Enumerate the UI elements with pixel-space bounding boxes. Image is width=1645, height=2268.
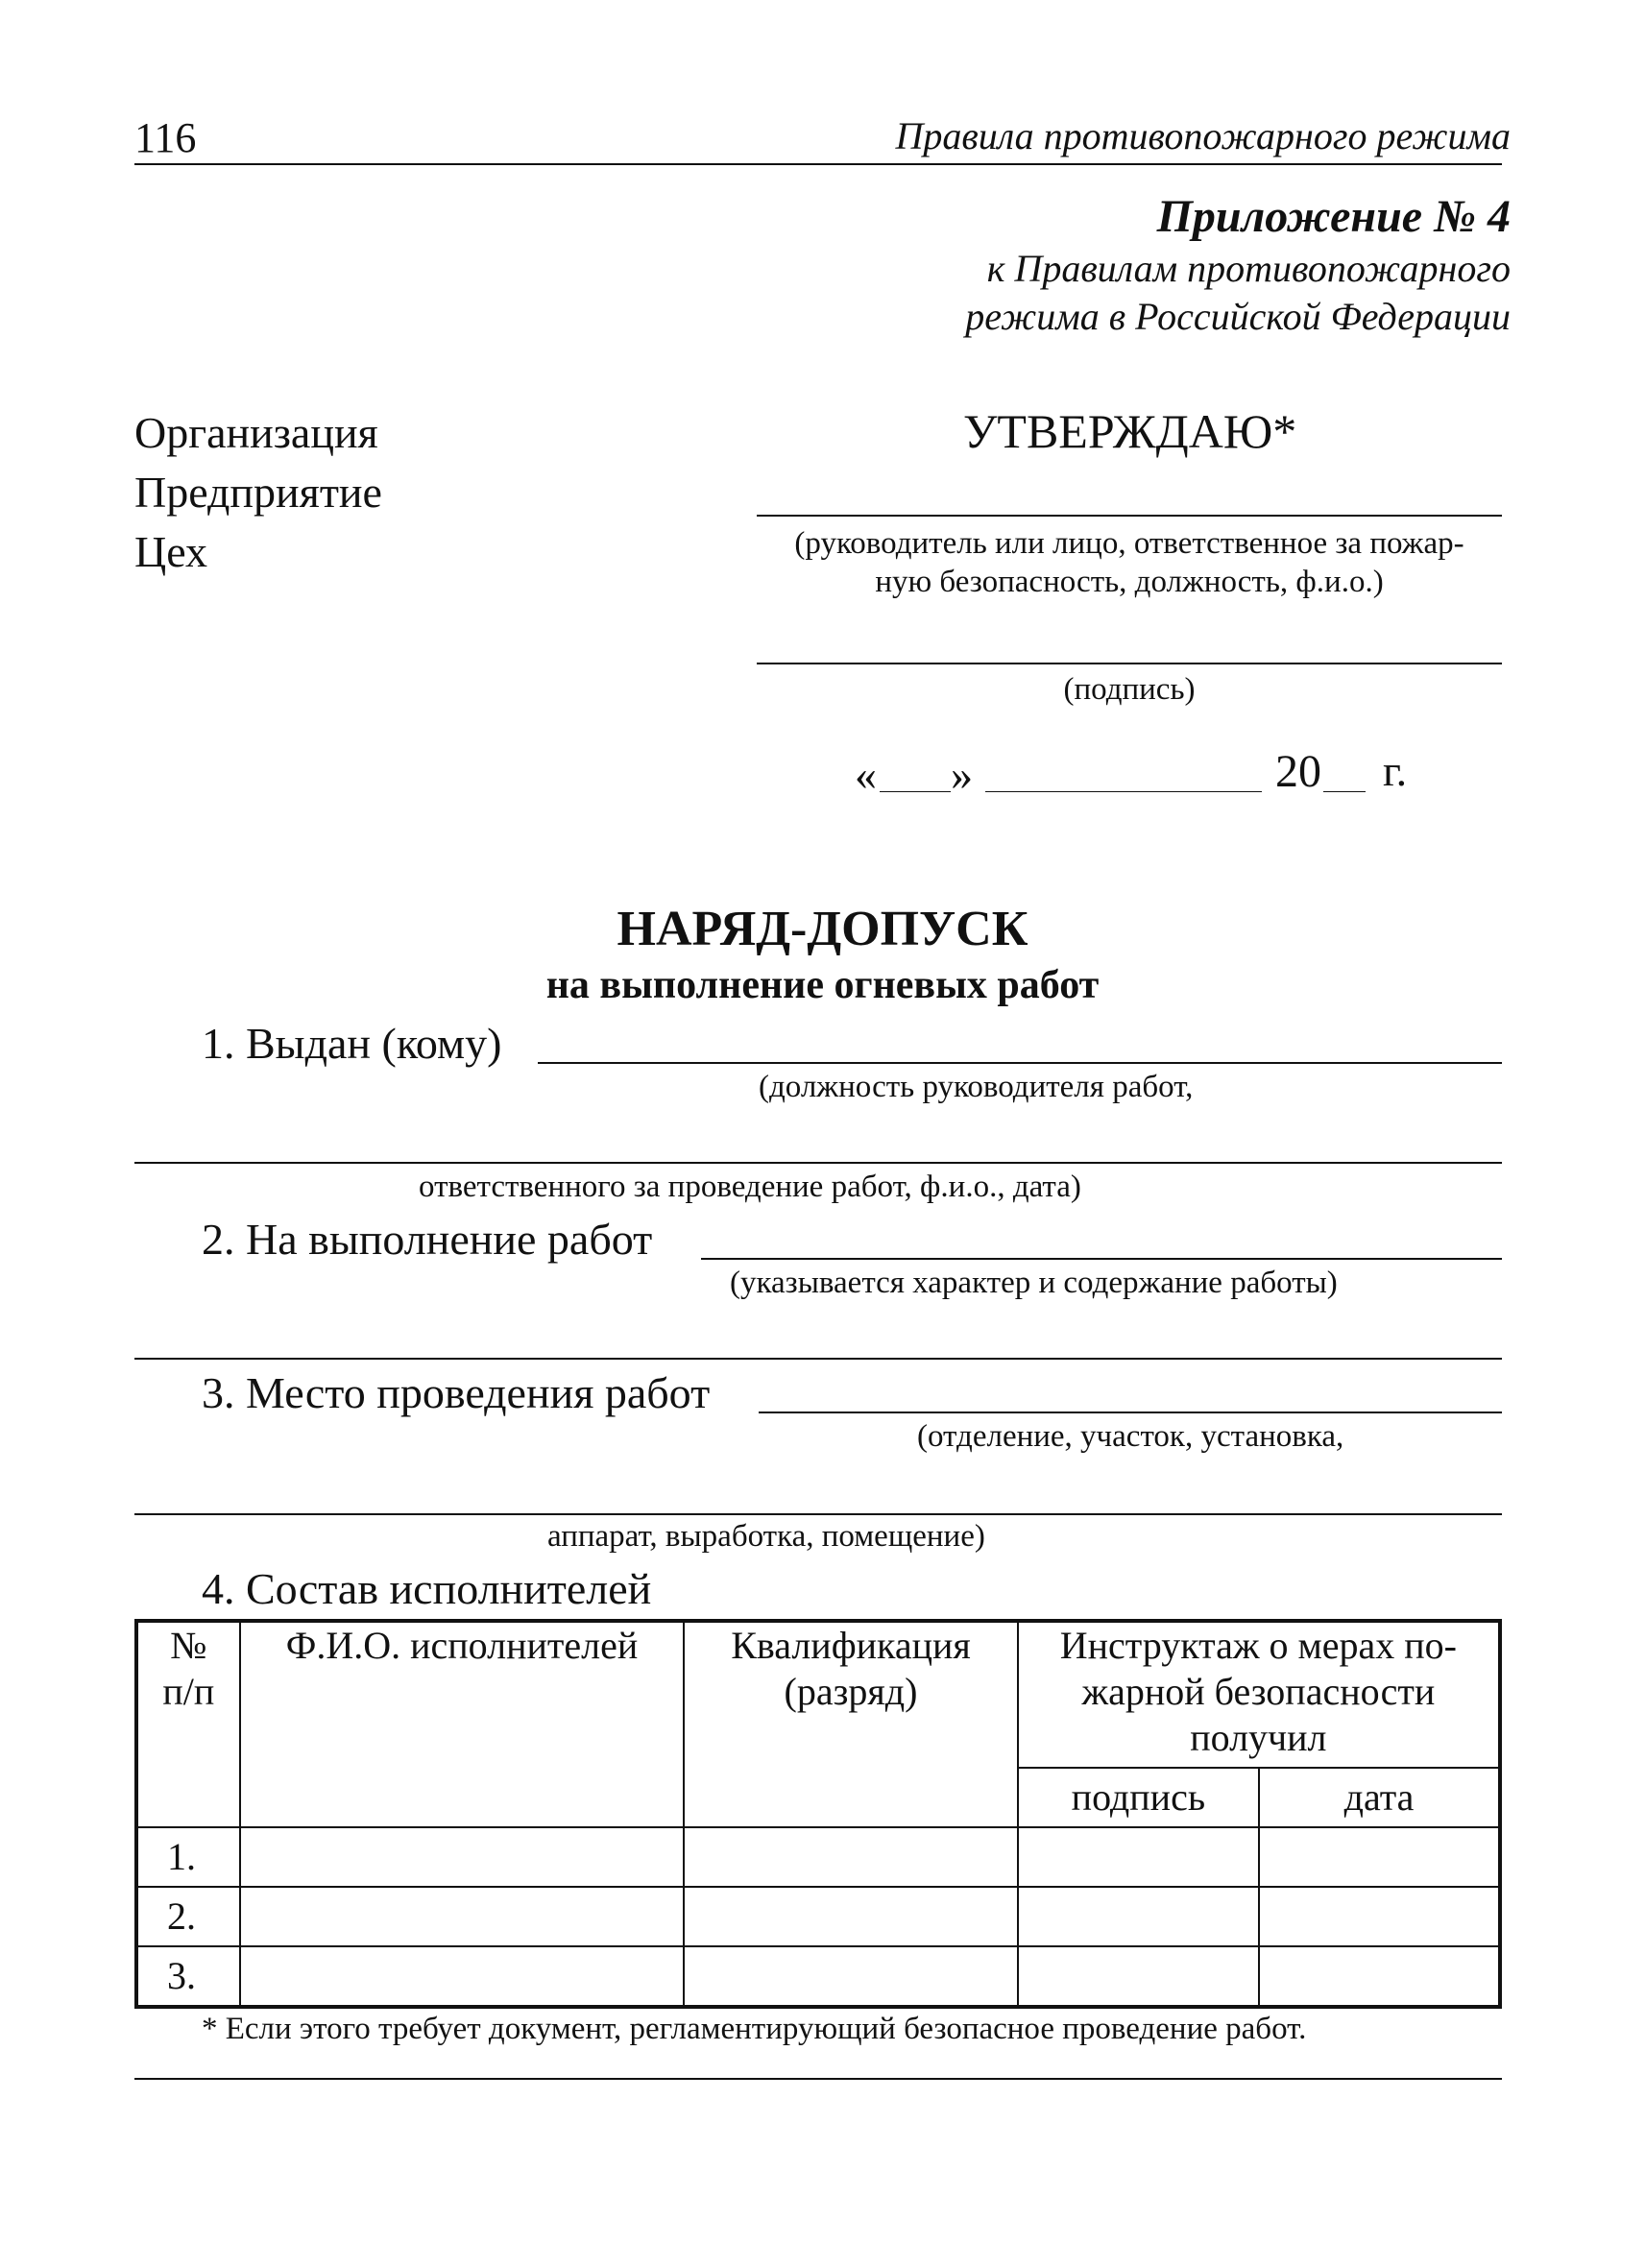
col-header-number-line1: № — [170, 1624, 207, 1667]
table-row — [136, 1946, 1500, 2007]
date-close-quote: » — [951, 750, 973, 799]
item4-label: 4. Состав исполнителей — [202, 1564, 652, 1613]
col-header-instruction-line2: жарной безопасности — [1081, 1670, 1436, 1713]
date-open-quote: « — [855, 750, 877, 799]
item1-label: 1. Выдан (кому) — [202, 1019, 502, 1068]
approver-caption-line2: ную безопасность, должность, ф.и.о.) — [875, 565, 1384, 599]
cell-qualification[interactable] — [684, 1827, 1017, 1887]
date-day-field[interactable] — [880, 791, 951, 792]
item3-field-line2[interactable] — [134, 1513, 1502, 1515]
item2-field-line[interactable] — [701, 1258, 1502, 1260]
approver-field-line[interactable] — [757, 515, 1502, 517]
footnote-separator — [134, 2005, 643, 2007]
cell-date[interactable] — [1259, 1827, 1500, 1887]
org-line-enterprise: Предприятие — [134, 468, 382, 517]
org-line-organization: Организация — [134, 408, 378, 457]
col-header-qualification-line1: Квалификация — [731, 1624, 971, 1667]
item1-caption1: (должность руководителя работ, — [759, 1070, 1194, 1104]
cell-name[interactable] — [240, 1887, 685, 1946]
item3-label: 3. Место проведения работ — [202, 1368, 711, 1417]
running-title: Правила противопожарного режима — [895, 114, 1511, 157]
date-year-suffix: г. — [1383, 746, 1408, 795]
performers-table — [134, 1619, 1502, 2009]
document-subtitle: на выполнение огневых работ — [545, 963, 1100, 1007]
item1-field-line2[interactable] — [134, 1162, 1502, 1164]
document-title: НАРЯД-ДОПУСК — [617, 902, 1028, 956]
col-header-instruction-line3: получил — [1190, 1716, 1327, 1759]
date-year-field[interactable] — [1323, 791, 1366, 792]
col-header-number — [136, 1621, 240, 1827]
signature-field-line[interactable] — [757, 663, 1502, 664]
cell-qualification[interactable] — [684, 1946, 1017, 2007]
footnote: * Если этого требует документ, регламентирующий безопасное проведение работ. — [202, 2012, 1307, 2046]
row-number: 3. — [136, 1946, 240, 2007]
item3-caption1: (отделение, участок, установка, — [917, 1419, 1344, 1454]
item3-field-line[interactable] — [759, 1411, 1502, 1413]
item2-label: 2. На выполнение работ — [202, 1215, 653, 1264]
cell-signature[interactable] — [1018, 1887, 1259, 1946]
cell-signature[interactable] — [1018, 1946, 1259, 2007]
date-year-prefix: 20 — [1275, 746, 1321, 797]
row-number: 1. — [136, 1827, 240, 1887]
annex-subtitle-line1: к Правилам противопожарного — [986, 247, 1511, 290]
item1-field-line[interactable] — [538, 1062, 1502, 1064]
table-row — [136, 1827, 1500, 1887]
cell-signature[interactable] — [1018, 1827, 1259, 1887]
cell-qualification[interactable] — [684, 1887, 1017, 1946]
item3-caption2: аппарат, выработка, помещение) — [547, 1519, 985, 1554]
col-header-signature: подпись — [1018, 1768, 1259, 1827]
approval-heading: УТВЕРЖДАЮ* — [963, 404, 1297, 458]
approver-caption-line1: (руководитель или лицо, ответственное за пожар- — [794, 526, 1464, 561]
cell-name[interactable] — [240, 1946, 685, 2007]
cell-name[interactable] — [240, 1827, 685, 1887]
cell-date[interactable] — [1259, 1946, 1500, 2007]
bottom-rule — [134, 2078, 1502, 2080]
table-header-row — [136, 1621, 1500, 1768]
annex-title: Приложение № 4 — [1156, 191, 1511, 242]
signature-caption: (подпись) — [1063, 672, 1196, 707]
annex-subtitle-line2: режима в Российской Федерации — [965, 295, 1511, 338]
date-month-field[interactable] — [985, 791, 1262, 792]
row-number: 2. — [136, 1887, 240, 1946]
col-header-name: Ф.И.О. исполнителей — [240, 1621, 685, 1827]
header-rule — [134, 163, 1502, 165]
item1-caption2: ответственного за проведение работ, ф.и.о., дата) — [419, 1170, 1081, 1204]
item2-field-line2[interactable] — [134, 1358, 1502, 1360]
col-header-instruction-line1: Инструктаж о мерах по- — [1059, 1624, 1458, 1667]
col-header-qualification — [684, 1621, 1017, 1827]
item2-caption: (указывается характер и содержание работы) — [730, 1266, 1338, 1300]
org-line-workshop: Цех — [134, 527, 208, 576]
page-number: 116 — [134, 114, 197, 161]
col-header-instruction — [1018, 1621, 1500, 1768]
col-header-qualification-line2: (разряд) — [784, 1670, 918, 1713]
col-header-date: дата — [1259, 1768, 1500, 1827]
table-row — [136, 1887, 1500, 1946]
col-header-number-line2: п/п — [162, 1670, 215, 1713]
cell-date[interactable] — [1259, 1887, 1500, 1946]
